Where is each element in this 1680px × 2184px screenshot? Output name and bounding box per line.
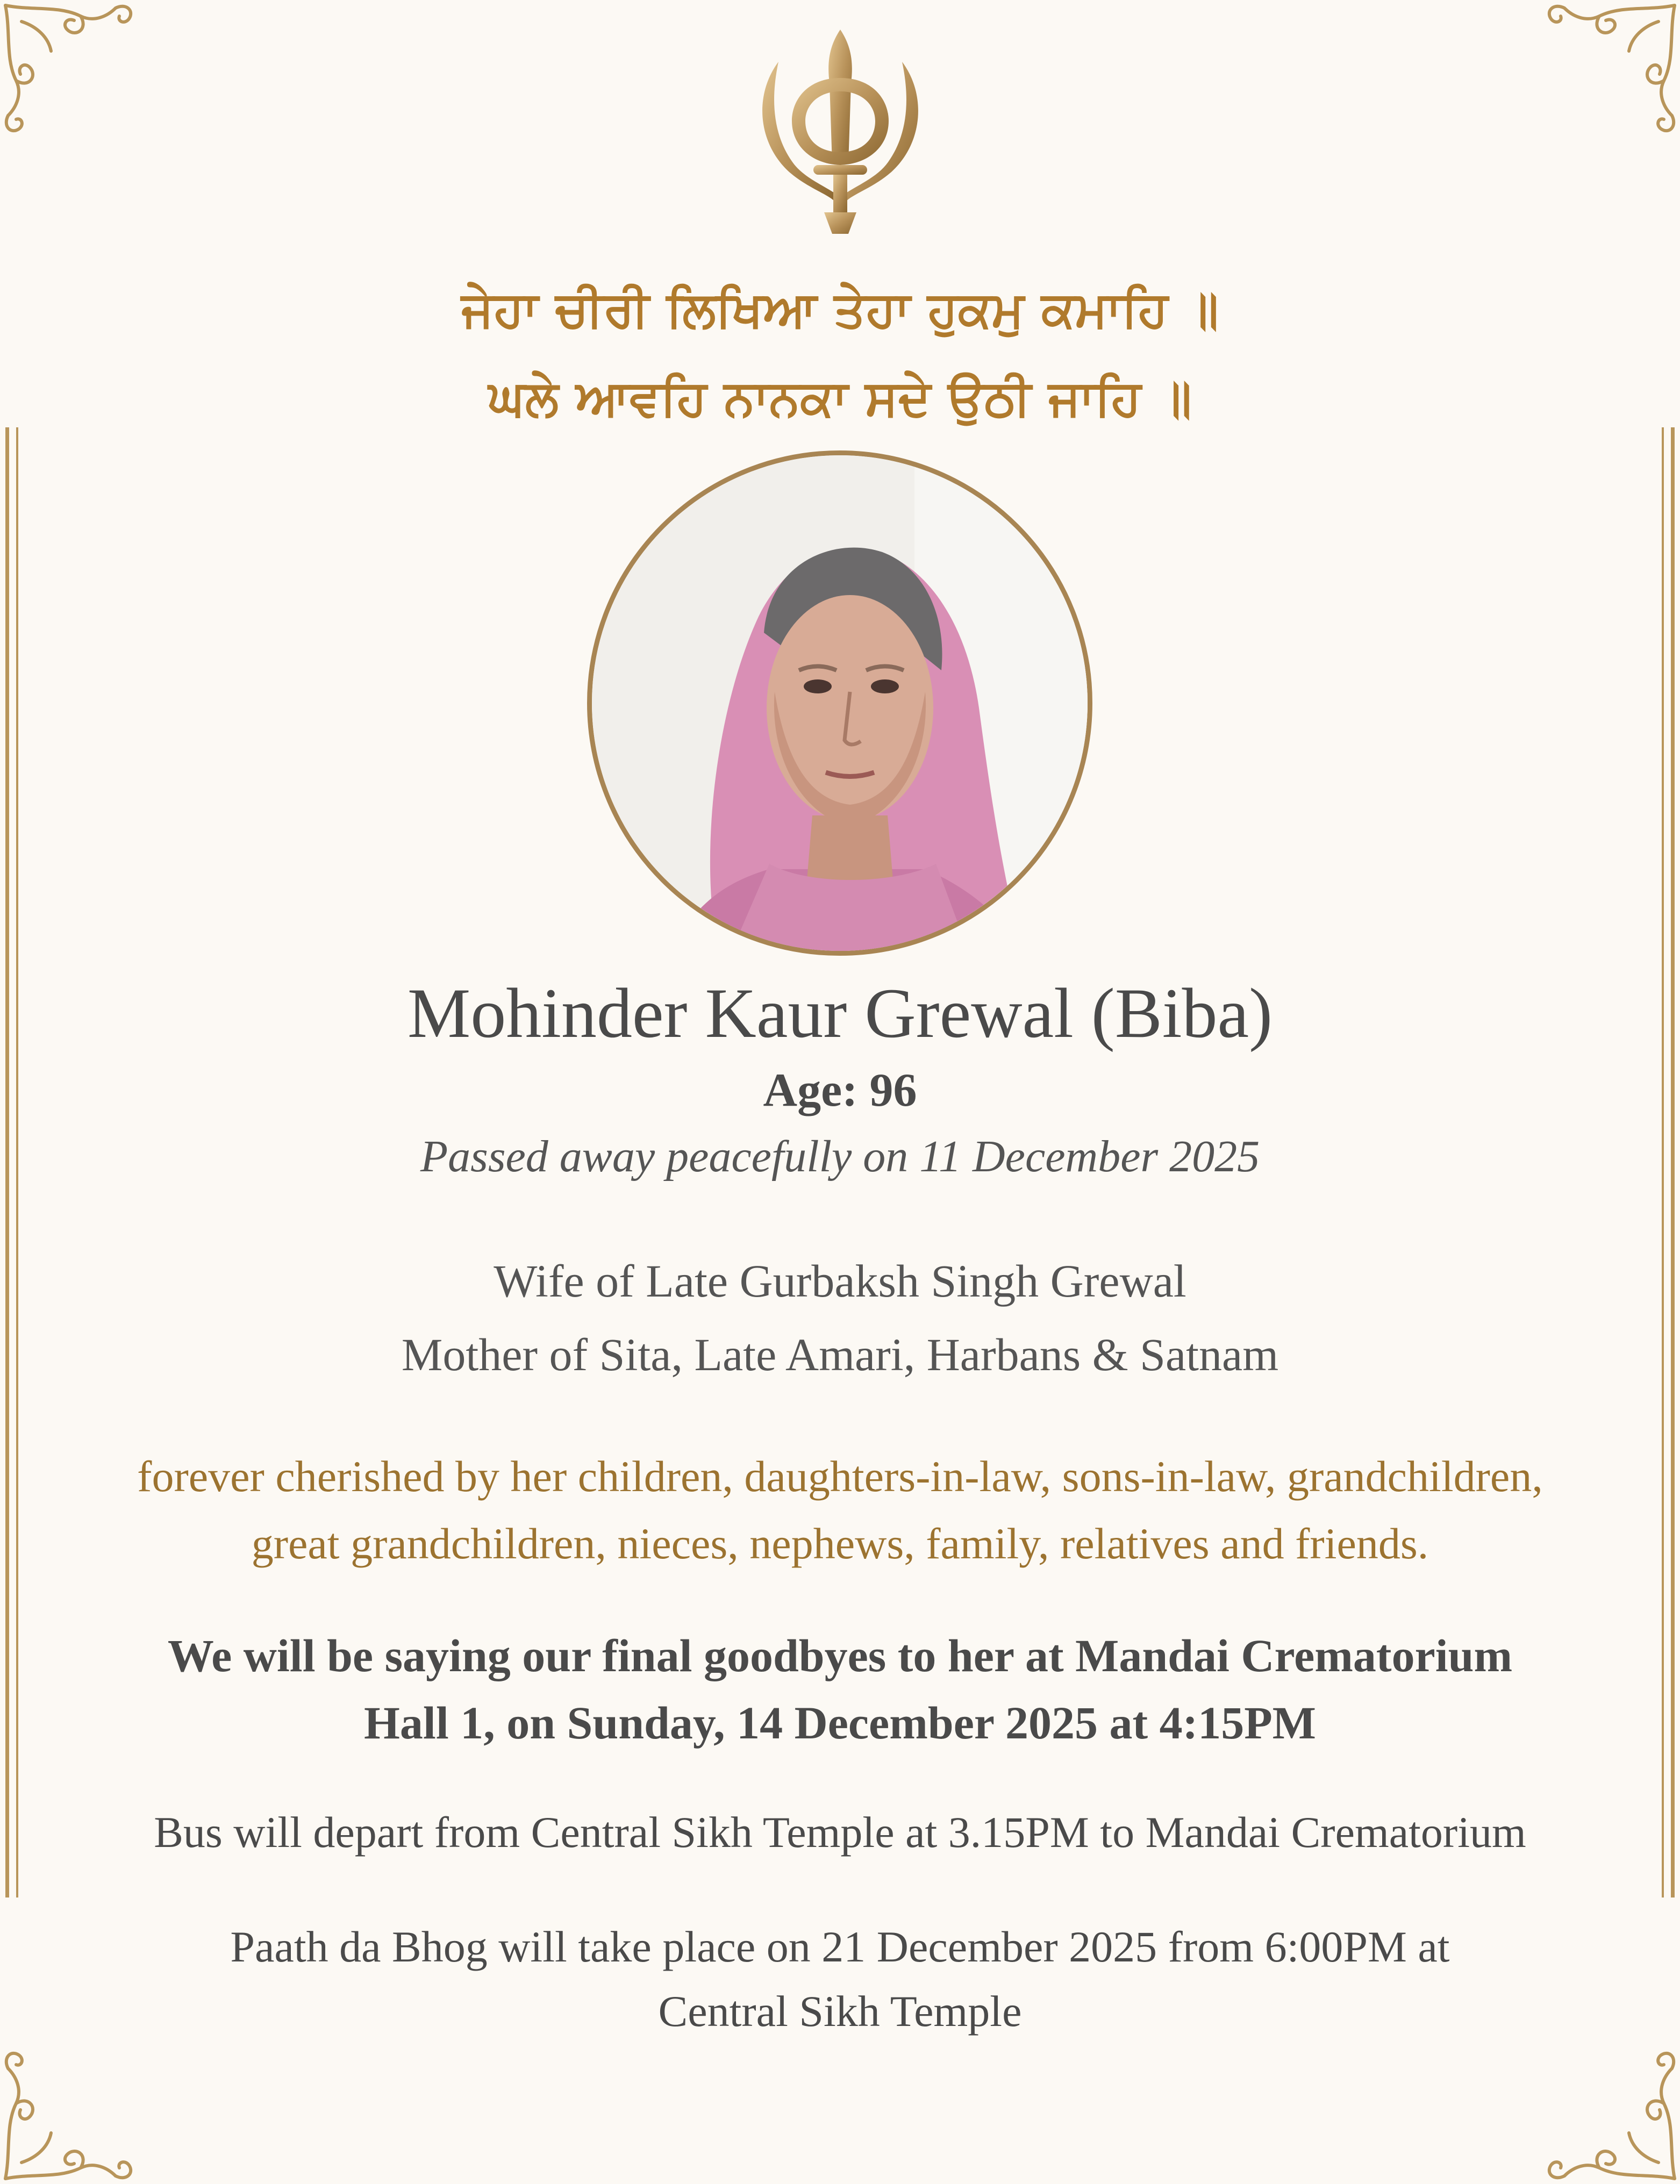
service-details-line-2: Hall 1, on Sunday, 14 December 2025 at 4:15PM <box>364 1697 1316 1749</box>
cherished-by-line-2: great grandchildren, nieces, nephews, family, relatives and friends. <box>251 1519 1429 1568</box>
mother-of-line: Mother of Sita, Late Amari, Harbans & Satnam <box>401 1329 1279 1380</box>
portrait-illustration <box>592 455 1088 951</box>
cherished-by-line-1: forever cherished by her children, daughters-in-law, sons-in-law, grandchildren, <box>137 1452 1543 1501</box>
deceased-name: Mohinder Kaur Grewal (Biba) <box>407 973 1273 1052</box>
wife-of-line: Wife of Late Gurbaksh Singh Grewal <box>494 1255 1186 1307</box>
gurbani-verse-line-2: ਘਲੇ ਆਵਹਿ ਨਾਨਕਾ ਸਦੇ ਉਠੀ ਜਾਹਿ ॥ <box>488 369 1192 427</box>
bhog-info-line-2: Central Sikh Temple <box>658 1987 1022 2036</box>
corner-ornament-bottom-right-icon <box>1540 2044 1680 2184</box>
passed-away-date: Passed away peacefully on 11 December 2025 <box>420 1132 1260 1181</box>
portrait-photo <box>587 450 1092 956</box>
corner-ornament-top-right-icon <box>1540 0 1680 140</box>
corner-ornament-top-left-icon <box>0 0 140 140</box>
bus-departure-info: Bus will depart from Central Sikh Temple at 3.15PM to Mandai Crematorium <box>154 1808 1526 1857</box>
bhog-info-line-1: Paath da Bhog will take place on 21 December 2025 from 6:00PM at <box>230 1922 1450 1971</box>
gurbani-verse-line-1: ਜੇਹਾ ਚੀਰੀ ਲਿਖਿਆ ਤੇਹਾ ਹੁਕਮੁ ਕਮਾਹਿ ॥ <box>461 281 1219 338</box>
deceased-age: Age: 96 <box>763 1064 917 1116</box>
corner-ornament-bottom-left-icon <box>0 2044 140 2184</box>
service-details-line-1: We will be saying our final goodbyes to her at Mandai Crematorium <box>167 1630 1513 1681</box>
khanda-icon <box>749 24 932 239</box>
